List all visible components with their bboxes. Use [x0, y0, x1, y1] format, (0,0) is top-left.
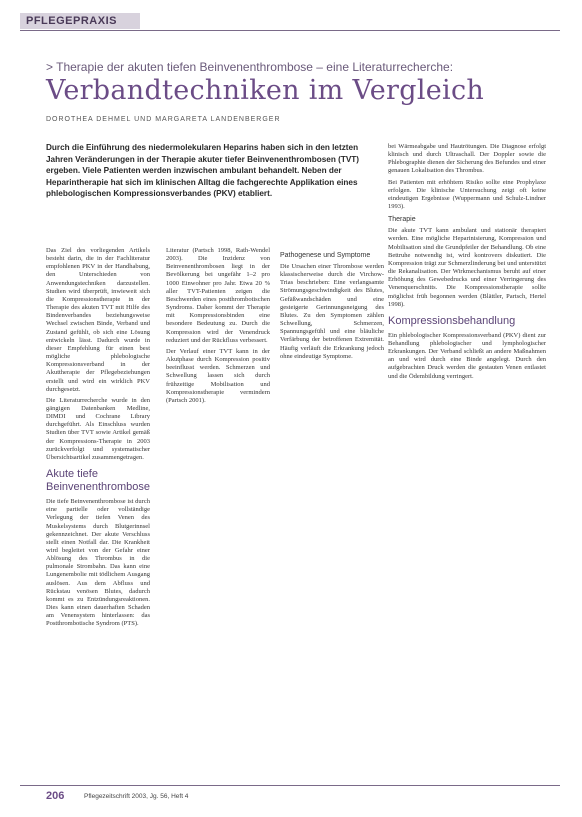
page-number: 206 — [46, 790, 65, 802]
paragraph: Die akute TVT kann ambulant und stationär therapiert werden. Eine mögliche Heparinisierung, Kompression und Mobilisation sind die Grundpfeiler der Behandlung. Ob eine Bettruhe notwendig ist, wird kontrovers diskutiert. Die Kompression trägt zur Schmerzlinderung bei und unterstützt die Rekanalisation. Der Wirkmechanismus beruht auf einer Erhöhung des Gewebedrucks und einer Verringerung des Venenquerschnitts. Die Kompressionstherapie sollte möglichst früh begonnen werden (Blättler, Partsch, Hertel 1998). — [388, 227, 546, 308]
section-rubric: PFLEGEPRAXIS — [26, 15, 117, 27]
paragraph: Die Ursachen einer Thrombose werden klassischerweise durch die Virchow-Trias beschrieben: Eine verlangsamte Strömungsgeschwindigkeit des Blutes, Gefäßwandschäden und eine gesteigerte Gerinnungsneigung des Blutes. Zu den Symptomen zählen Schwellung, Schmerzen, Spannungsgefühl und eine bläuliche Verfärbung der betroffenen Extremität. Häufig verläuft die Erkrankung jedoch ohne eindeutige Symptome. — [280, 263, 384, 360]
paragraph: Bei Patienten mit erhöhtem Risiko sollte eine Prophylaxe erfolgen. Die klinische Untersuchung zeigt oft keine eindeutigen Ergebnisse (Wuppermann und Schulz-Lindner 1993). — [388, 178, 546, 211]
paragraph: Ein phlebologischer Kompressionsverband (PKV) dient zur Behandlung phlebologischer und lymphologischer Erkrankungen. Der Verband schließt an andere Maßnahmen an und wird durch eine Binde angelegt. Durch den aufgebrachten Druck werden die gestauten Venen entlastet und die Ödembildung verringert. — [388, 331, 546, 380]
article-lead: Durch die Einführung des niedermolekularen Heparins haben sich in den letzten Jahren Veränderungen in der Therapie akuter tiefer Beinvenenthrombosen (TVT) ergeben. Viele Patienten werden inzwischen ambulant behandelt. Neben der Heparintherapie hat sich im klinischen Alltag die fachgerechte Applikation eines phlebologischen Kompressionsverbandes (PKV) etabliert. — [46, 143, 360, 199]
text-column-2b — [280, 247, 384, 783]
paragraph: Die tiefe Beinvenenthrombose ist durch eine partielle oder vollständige Verlegung der tiefen Venen des Muskelsystems durch Blutgerinnsel gekennzeichnet. Der akute Verschluss stellt einen Notfall dar. Die Krankheit wird begleitet von der Gefahr einer Ablösung des Thrombus in die pulmonale Strombahn. Das kann eine Lungenembolie mit tödlichem Ausgang auslösen. Aus dem Abfluss und Rückstau venösen Blutes, dadurch kommt es zu Entzündungsreaktionen. Dies kann einen dauerhaften Schaden am Venensystem hinterlassen: das Postthrombotische Syndrom (PTS). — [46, 498, 150, 628]
text-column-2 — [166, 247, 270, 783]
article-authors: DOROTHEA DEHMEL UND MARGARETA LANDENBERGER — [46, 116, 281, 123]
text-column-1 — [46, 247, 150, 783]
paragraph: Die Literaturrecherche wurde in den gängigen Datenbanken Medline, DIMDI und Cochrane Library durchgeführt. Als Einschluss wurden Studien über TVT sowie Artikel gemäß der Kompressions-Therapie in 2003 zurückverfolgt und systematischer Übersichtsartikel zusammengetragen. — [46, 396, 150, 461]
article-kicker: > Therapie der akuten tiefen Beinvenenthrombose – eine Literaturrecherche: — [46, 60, 454, 74]
paragraph: Der Verlauf einer TVT kann in der Akutphase durch Kompression positiv beeinflusst werden. Schmerzen und Schwellung lassen sich durch frühzeitige Mobilisation und Kompressionstherapie vermindern (Partsch 2001). — [166, 347, 270, 404]
section-heading: Akute tiefe Beinvenenthrombose — [46, 468, 150, 494]
footer-divider — [20, 785, 560, 786]
paragraph: bei Wärmeabgabe und Hautrötungen. Die Diagnose erfolgt klinisch und durch Ultraschall. Der Doppler sowie die Phlebographie dienen der Sicherung des Befundes und einer genauen Lokalisation des Thrombus. — [388, 143, 546, 175]
section-heading: Therapie — [388, 216, 416, 224]
section-heading: Pathogenese und Symptome — [280, 252, 371, 259]
text-column-3 — [388, 143, 546, 783]
header-divider — [20, 30, 560, 31]
paragraph: Das Ziel des vorliegenden Artikels besteht darin, die in der Fachliteratur empfohlenen PKV in der Handhabung, den Unterschieden von Anwendungstechniken darzustellen. Studien wird überprüft, inwieweit sich die Kompressionstherapie in der Therapie des akuten TVT mit Hilfe des Bindenverbandes beziehungsweise Wechsel zwischen Binde, Verband und Zustand gefühlt, ob sich eine Lösung entwickeln lässt. Dadurch wurde in dieser Empfehlung für einen best mögliche phlebologische Kompressionsverband in der Akuttherapie der Pflegebeziehungen erstellt und wird ein wirklich PKV durchgesetzt. — [46, 247, 150, 393]
section-heading: Kompressionsbehandlung — [388, 314, 516, 327]
paragraph: Literatur (Partsch 1998, Rath-Wendel 2003). Die Inzidenz von Beinvenenthrombosen liegt in der Bevölkerung bei ungefähr 1–2 pro 1000 Einwohner pro Jahr. Etwa 20 % aller TVT-Patienten zeigen die Beschwerden eines postthrombotischen Syndroms. Daher kommt der Therapie mit Kompressionsbinden eine besondere Bedeutung zu. Durch die Kompression wird der Venendruck reduziert und der Rückfluss verbessert. — [166, 247, 270, 344]
journal-citation: Pflegezeitschrift 2003, Jg. 56, Heft 4 — [84, 793, 189, 800]
article-title: Verbandtechniken im Vergleich — [46, 75, 485, 106]
